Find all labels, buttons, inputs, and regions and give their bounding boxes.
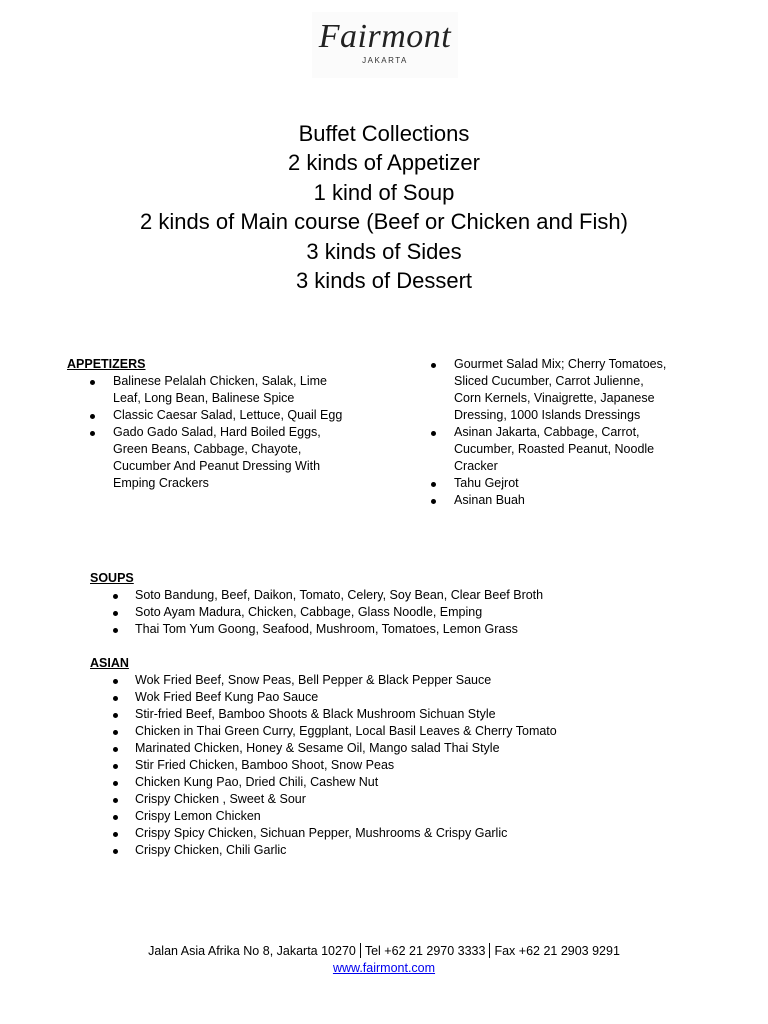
- item-line: Emping Crackers: [113, 476, 209, 490]
- list-item: [431, 356, 691, 424]
- appetizers-right-list: [431, 356, 691, 509]
- item-line: Dressing, 1000 Islands Dressings: [454, 408, 641, 422]
- buffet-title-block: [0, 119, 768, 295]
- list-item: [67, 407, 347, 424]
- bullet-icon: [113, 594, 118, 599]
- bullet-icon: [113, 713, 118, 718]
- bullet-icon: [113, 815, 118, 820]
- title-line: 3 kinds of Sides: [306, 238, 462, 264]
- item-text: Stir-fried Beef, Bamboo Shoots & Black Mushroom Sichuan Style: [135, 707, 496, 721]
- title-line: 2 kinds of Appetizer: [287, 150, 480, 176]
- item-text: Soto Ayam Madura, Chicken, Cabbage, Glass Noodle, Emping: [135, 605, 483, 619]
- list-item: [90, 808, 710, 825]
- bullet-icon: [90, 431, 95, 436]
- list-item: [90, 825, 710, 842]
- item-line: Balinese Pelalah Chicken, Salak, Lime: [113, 374, 328, 388]
- list-item: [90, 774, 710, 791]
- bullet-icon: [113, 747, 118, 752]
- title-line: 3 kinds of Dessert: [295, 268, 473, 294]
- item-text: Chicken in Thai Green Curry, Eggplant, Local Basil Leaves & Cherry Tomato: [135, 724, 557, 738]
- item-text: Crispy Chicken , Sweet & Sour: [135, 792, 306, 806]
- footer-address: Jalan Asia Afrika No 8, Jakarta 10270: [148, 944, 356, 958]
- list-item: [431, 492, 691, 509]
- item-line: Tahu Gejrot: [454, 476, 519, 490]
- item-text: Crispy Spicy Chicken, Sichuan Pepper, Mushrooms & Crispy Garlic: [135, 826, 508, 840]
- list-item: [90, 587, 690, 604]
- bullet-icon: [113, 730, 118, 735]
- divider: [360, 943, 361, 958]
- footer-contact: [0, 943, 768, 960]
- appetizers-heading: APPETIZERS: [67, 357, 146, 371]
- item-text: Marinated Chicken, Honey & Sesame Oil, Mango salad Thai Style: [135, 741, 500, 755]
- asian-section: [90, 655, 710, 859]
- item-line: Cucumber, Roasted Peanut, Noodle: [454, 442, 655, 456]
- item-line: Classic Caesar Salad, Lettuce, Quail Egg: [113, 408, 343, 422]
- list-item: [90, 621, 690, 638]
- asian-heading: ASIAN: [90, 656, 129, 670]
- item-text: Crispy Lemon Chicken: [135, 809, 261, 823]
- item-line: Asinan Buah: [454, 493, 525, 507]
- bullet-icon: [113, 781, 118, 786]
- item-text: Wok Fried Beef, Snow Peas, Bell Pepper & Black Pepper Sauce: [135, 673, 492, 687]
- appetizers-right-section: [431, 356, 691, 509]
- soups-section: [90, 570, 690, 638]
- list-item: [90, 604, 690, 621]
- bullet-icon: [113, 798, 118, 803]
- bullet-icon: [90, 380, 95, 385]
- title-line: Buffet Collections: [298, 121, 470, 146]
- website-link[interactable]: www.fairmont.com: [332, 961, 436, 975]
- item-text: Soto Bandung, Beef, Daikon, Tomato, Celery, Soy Bean, Clear Beef Broth: [135, 588, 544, 602]
- item-text: Wok Fried Beef Kung Pao Sauce: [135, 690, 319, 704]
- list-item: [90, 672, 710, 689]
- item-line: Sliced Cucumber, Carrot Julienne,: [454, 374, 644, 388]
- fairmont-logo: [312, 12, 458, 78]
- list-item: [90, 842, 710, 859]
- item-line: Cracker: [454, 459, 498, 473]
- bullet-icon: [431, 431, 436, 436]
- list-item: [431, 475, 691, 492]
- footer-fax: Fax +62 21 2903 9291: [494, 944, 620, 958]
- bullet-icon: [431, 482, 436, 487]
- item-text: Stir Fried Chicken, Bamboo Shoot, Snow Peas: [135, 758, 395, 772]
- item-line: Leaf, Long Bean, Balinese Spice: [113, 391, 295, 405]
- list-item: [90, 791, 710, 808]
- list-item: [90, 689, 710, 706]
- bullet-icon: [113, 832, 118, 837]
- list-item: [90, 740, 710, 757]
- item-line: Corn Kernels, Vinaigrette, Japanese: [454, 391, 655, 405]
- bullet-icon: [431, 499, 436, 504]
- item-text: Chicken Kung Pao, Dried Chili, Cashew Nut: [135, 775, 379, 789]
- divider: [489, 943, 490, 958]
- item-line: Green Beans, Cabbage, Chayote,: [113, 442, 302, 456]
- bullet-icon: [113, 696, 118, 701]
- list-item: [67, 424, 347, 492]
- bullet-icon: [431, 363, 436, 368]
- list-item: [90, 757, 710, 774]
- asian-list: [90, 672, 710, 859]
- soups-list: [90, 587, 690, 638]
- title-line: 2 kinds of Main course (Beef or Chicken and Fish): [140, 209, 628, 235]
- item-text: Crispy Chicken, Chili Garlic: [135, 843, 287, 857]
- list-item: [90, 723, 710, 740]
- bullet-icon: [90, 414, 95, 419]
- list-item: [67, 373, 347, 407]
- appetizers-section: [67, 356, 347, 492]
- list-item: [431, 424, 691, 475]
- footer: [0, 943, 768, 977]
- item-text: Thai Tom Yum Goong, Seafood, Mushroom, Tomatoes, Lemon Grass: [135, 622, 518, 636]
- bullet-icon: [113, 849, 118, 854]
- bullet-icon: [113, 679, 118, 684]
- title-line: 1 kind of Soup: [313, 179, 455, 205]
- item-line: Gourmet Salad Mix; Cherry Tomatoes,: [454, 357, 667, 371]
- logo-wordmark: Fairmont: [318, 18, 452, 55]
- bullet-icon: [113, 628, 118, 633]
- item-line: Cucumber And Peanut Dressing With: [113, 459, 321, 473]
- list-item: [90, 706, 710, 723]
- item-line: Gado Gado Salad, Hard Boiled Eggs,: [113, 425, 321, 439]
- soups-heading: SOUPS: [90, 571, 134, 585]
- logo-location: JAKARTA: [362, 56, 408, 65]
- item-line: Asinan Jakarta, Cabbage, Carrot,: [454, 425, 640, 439]
- footer-tel: Tel +62 21 2970 3333: [364, 944, 486, 958]
- bullet-icon: [113, 764, 118, 769]
- appetizers-left-list: [67, 373, 347, 492]
- bullet-icon: [113, 611, 118, 616]
